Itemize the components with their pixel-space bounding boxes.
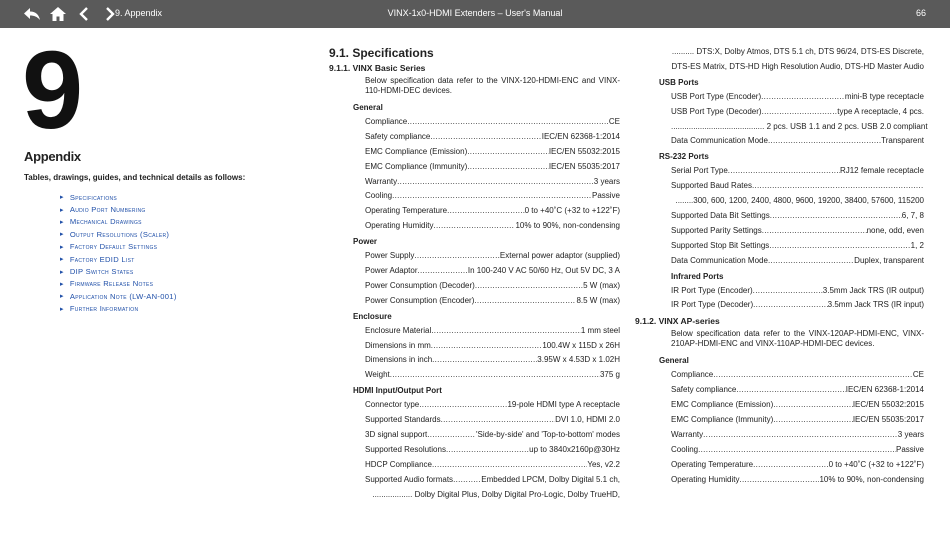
spec-key: Weight [365,370,390,380]
chapter-number: 9 [22,29,80,152]
toc-link-label: Factory EDID List [69,254,135,264]
spec-key: USB Port Type (Encoder) [671,91,762,101]
triangle-bullet-icon: ▸ [60,218,64,226]
spec-value: Passive [895,444,924,454]
spec-row [365,264,620,279]
dot-leader [713,368,913,383]
dot-leader [467,160,549,175]
spec-key: EMC Compliance (Emission) [671,400,774,410]
spec-key: Serial Port Type [671,166,728,176]
spec-row [365,324,620,339]
dot-leader [739,473,819,488]
spec-row [365,368,620,383]
spec-key: Supported Data Bit Settings [671,211,770,221]
spec-key: EMC Compliance (Emission) [365,146,468,156]
spec-value: 5 W (max) [583,280,620,290]
spec-key: Dimensions in inch [365,355,433,365]
dot-leader [467,145,549,160]
spec-value: 10% to 90%, non-condensing [819,474,924,484]
spec-value: 375 g [599,370,620,380]
group-general: General [353,103,383,112]
dot-leader [762,105,838,120]
spec-value: RJ12 female receptacle [839,166,924,176]
spec-row [671,239,924,254]
dot-leader [417,264,467,279]
spec-key: Cooling [671,444,699,454]
spec-key: Supported Standards [365,415,441,425]
spec-key: 3D signal support [365,430,428,440]
spec-row [671,254,924,269]
spec-value: DVI 1.0, HDMI 2.0 [555,415,620,425]
dot-leader [441,413,555,428]
spec-key: EMC Compliance (Immunity) [671,415,774,425]
toc-link-label: Firmware Release Notes [69,279,154,289]
dot-leader [432,353,537,368]
triangle-bullet-icon: ▸ [60,194,64,202]
spec-key: IR Port Type (Decoder) [671,300,754,310]
toc-link[interactable] [60,216,177,228]
spec-value: 6, 7, 8 [901,211,924,221]
spec-key: Operating Temperature [671,459,754,469]
dot-leader [753,458,828,473]
infrared-spec-list [671,284,924,314]
group-rs232: RS-232 Ports [659,152,709,162]
spec-row [671,90,924,105]
spec-key: Compliance [671,370,714,380]
dot-leader [736,383,845,398]
spec-row [365,204,620,219]
spec-row [671,383,924,398]
spec-row [365,219,620,234]
group-hdmi: HDMI Input/Output Port [353,386,442,396]
rs232-spec-list-2 [671,209,924,269]
spec-value: IEC/EN 55032:2015 [548,146,620,156]
triangle-bullet-icon: ▸ [60,256,64,264]
toc-link[interactable] [60,265,177,277]
spec-key: Compliance [365,117,408,126]
spec-row [671,458,924,473]
toc-link[interactable] [60,228,177,240]
dot-leader [431,324,581,339]
spec-row [671,298,924,313]
spec-row [671,473,924,488]
toc-link[interactable] [60,253,177,265]
dot-leader [762,224,867,239]
spec-row [671,224,924,239]
hdmi-continuation: .................. Dolby Digital Plus, Dolby Digital Pro-Logic, Dolby TrueHD, [372,489,620,499]
hdmi-continuation: DTS-ES Matrix, DTS-HD High Resolution Audio, DTS-HD Master Audio [671,61,924,71]
spec-value: IEC/EN 55035:2017 [548,161,620,171]
spec-key: Supported Stop Bit Settings [671,240,770,250]
usb-spec-list-2 [671,134,924,149]
toc-link[interactable] [60,278,177,290]
dot-leader [447,204,524,219]
spec-key: USB Port Type (Decoder) [671,106,762,116]
dot-leader [433,219,515,234]
spec-value: In 100-240 V AC 50/60 Hz, Out 5V DC, 3 A [467,266,620,276]
spec-row [365,189,620,204]
dot-leader [407,115,609,130]
chapter-toc [60,191,177,315]
spec-key: Data Communication Mode [671,255,768,265]
spec-row [671,164,924,179]
spec-value: Embedded LPCM, Dolby Digital 5.1 ch, [481,474,620,484]
toc-link-label: Specifications [69,192,118,202]
dot-leader [773,398,853,413]
triangle-bullet-icon: ▸ [60,206,64,214]
spec-row [365,294,620,309]
toc-link[interactable] [60,290,177,302]
toc-link-label: Factory Default Settings [69,242,158,252]
toc-link-label: DIP Switch States [69,267,134,277]
dot-leader [474,294,576,309]
spec-value: 3.5mm Jack TRS (IR output) [822,285,924,295]
spec-row [365,428,620,443]
spec-value: 3.5mm Jack TRS (IR input) [827,300,924,310]
spec-row [365,145,620,160]
group-enclosure: Enclosure [353,311,392,321]
spec-value: CE [912,370,924,380]
spec-key: Power Consumption (Encoder) [365,295,475,305]
dot-leader [753,298,828,313]
spec-value: 10% to 90%, non-condensing [515,221,620,231]
spec-value: 8.5 W (max) [576,295,620,305]
dot-leader [432,458,587,473]
spec-key: Warranty [671,429,704,439]
spec-value: 0 to +40˚C (+32 to +122˚F) [828,459,924,469]
chapter-title: Appendix [24,149,81,164]
dot-leader [773,413,853,428]
spec-value: 19-pole HDMI type A receptacle [507,400,620,410]
dot-leader [390,368,600,383]
spec-row [365,458,620,473]
spec-column-right [635,45,928,487]
rs232-spec-list [671,164,924,194]
spec-key: Operating Humidity [671,474,740,484]
usb-spec-list [671,90,924,120]
triangle-bullet-icon: ▸ [60,305,64,313]
dot-leader [397,175,594,190]
top-bar [0,0,950,28]
hdmi-spec-list [365,398,620,487]
spec-key: Enclosure Material [365,325,432,335]
dot-leader [769,239,910,254]
spec-title: 9.1. Specifications [329,46,434,60]
page-number: 66 [915,8,926,18]
spec-row [671,368,924,383]
spec-key: Data Communication Mode [671,136,768,146]
spec-key: Safety compliance [365,131,431,141]
ap-series-intro: Below specification data refer to the VINX-120AP-HDMI-ENC, VINX-210AP-HDMI-ENC and VINX-110AP-HDMI-DEC devices. [671,329,924,349]
spec-row [671,413,924,428]
spec-row [365,413,620,428]
toc-link-label: Output Resolutions (Scaler) [69,229,170,239]
spec-row [365,115,620,130]
spec-row [671,398,924,413]
dot-leader [752,179,924,194]
toc-link[interactable] [60,191,177,203]
spec-row [365,398,620,413]
dot-leader [761,90,845,105]
spec-row [671,428,924,443]
spec-row [365,249,620,264]
spec-value: IEC/EN 62368-1:2014 [541,131,620,141]
dot-leader [768,134,881,149]
spec-value: CE [608,117,620,126]
dot-leader [446,443,529,458]
spec-value: type A receptacle, 4 pcs. [837,106,924,116]
toc-link-label: Mechanical Drawings [69,217,142,227]
spec-value: 0 to +40˚C (+32 to +122˚F) [524,206,620,216]
spec-value: 3.95W x 4.53D x 1.02H [537,355,620,365]
spec-value: none, odd, even [866,225,924,235]
spec-row [365,175,620,190]
dot-leader [728,164,840,179]
spec-key: Warranty [365,176,398,186]
spec-row [671,179,924,194]
triangle-bullet-icon: ▸ [60,280,64,288]
ap-general-spec-list [671,368,924,487]
basic-series-title: 9.1.1. VINX Basic Series [329,63,426,73]
spec-key: HDCP Compliance [365,459,432,469]
rs232-continuation: ........300, 600, 1200, 2400, 4800, 9600, 19200, 38400, 57600, 115200 [675,196,924,206]
dot-leader [703,428,898,443]
spec-row [671,105,924,120]
spec-row [365,130,620,145]
spec-row [365,339,620,354]
spec-key: Supported Parity Settings [671,225,762,235]
spec-key: Connector type [365,400,420,410]
spec-row [365,443,620,458]
dot-leader [753,284,823,299]
spec-value: IEC/EN 55032:2015 [852,400,924,410]
spec-key: Dimensions in mm [365,340,431,350]
spec-key: Supported Audio formats [365,474,454,484]
hdmi-continuation: .......... DTS:X, Dolby Atmos, DTS 5.1 ch, DTS 96/24, DTS-ES Discrete, [671,47,924,56]
triangle-bullet-icon: ▸ [60,243,64,251]
group-ap-general: General [659,356,689,366]
dot-leader [698,443,896,458]
dot-leader [768,254,854,269]
spec-value: Duplex, transparent [854,255,924,265]
spec-value: IEC/EN 62368-1:2014 [845,385,924,395]
dot-leader [770,209,902,224]
toc-link-label: Audio Port Numbering [69,205,146,215]
triangle-bullet-icon: ▸ [60,268,64,276]
spec-row [671,284,924,299]
toc-link[interactable] [60,241,177,253]
spec-key: Operating Temperature [365,206,448,216]
spec-value: Transparent [881,136,924,146]
power-spec-list [365,249,620,309]
spec-value: 1, 2 [910,240,924,250]
spec-row [365,160,620,175]
spec-row [365,353,620,368]
dot-leader [419,398,507,413]
dot-leader [475,279,583,294]
group-infrared: Infrared Ports [671,271,724,281]
spec-key: IR Port Type (Encoder) [671,285,753,295]
ap-series-title: 9.1.2. VINX AP-series [635,316,720,327]
spec-key: Operating Humidity [365,221,434,231]
spec-value: 3 years [897,429,924,439]
spec-value: up to 3840x2160p@30Hz [529,444,620,454]
spec-key: Supported Resolutions [365,444,446,454]
spec-key: Power Supply [365,251,415,261]
dot-leader [392,189,592,204]
chapter-intro: Tables, drawings, guides, and technical details as follows: [24,173,246,182]
usb-continuation: .......................................... 2 pcs. USB 1.1 and 2 pcs. USB 2.0 compliant [671,121,928,131]
triangle-bullet-icon: ▸ [60,293,64,301]
spec-key: Safety compliance [671,385,737,395]
spec-value: 'Side-by-side' and 'Top-to-bottom' modes [476,430,620,440]
spec-value: 3 years [593,176,620,186]
dot-leader [453,473,481,488]
spec-row [671,443,924,458]
spec-value: 100.4W x 115D x 26H [542,340,620,350]
spec-key: EMC Compliance (Immunity) [365,161,468,171]
document-title: VINX-1x0-HDMI Extenders – User's Manual [387,8,563,18]
enclosure-spec-list [365,324,620,384]
spec-key: Cooling [365,191,393,201]
spec-value: Yes, v2.2 [587,459,620,469]
toc-link-label: Further Information [69,304,139,314]
group-usb: USB Ports [659,77,699,87]
basic-series-intro: Below specification data refer to the VINX-120-HDMI-ENC and VINX-110-HDMI-DEC devices. [365,76,620,95]
section-label: 9. Appendix [115,8,163,18]
dot-leader [414,249,500,264]
toc-link-label: Application Note (LW-AN-001) [69,291,177,301]
dot-leader [430,130,541,145]
spec-value: Passive [591,191,620,201]
spec-row [365,473,620,488]
general-spec-list [365,115,620,234]
dot-leader [427,428,476,443]
spec-row [365,279,620,294]
triangle-bullet-icon: ▸ [60,231,64,239]
spec-key: Power Consumption (Decoder) [365,280,475,290]
spec-value: IEC/EN 55035:2017 [852,415,924,425]
spec-row [671,209,924,224]
group-power: Power [353,237,378,247]
toc-link[interactable] [60,203,177,215]
dot-leader [431,339,543,354]
toc-link[interactable] [60,303,177,315]
spec-value: External power adaptor (supplied) [499,251,620,261]
spec-value: mini-B type receptacle [844,91,924,101]
spec-row [671,134,924,149]
spec-value: 1 mm steel [580,325,620,335]
spec-column-middle [329,46,620,502]
spec-key: Supported Baud Rates [671,181,752,191]
spec-key: Power Adaptor [365,266,418,276]
